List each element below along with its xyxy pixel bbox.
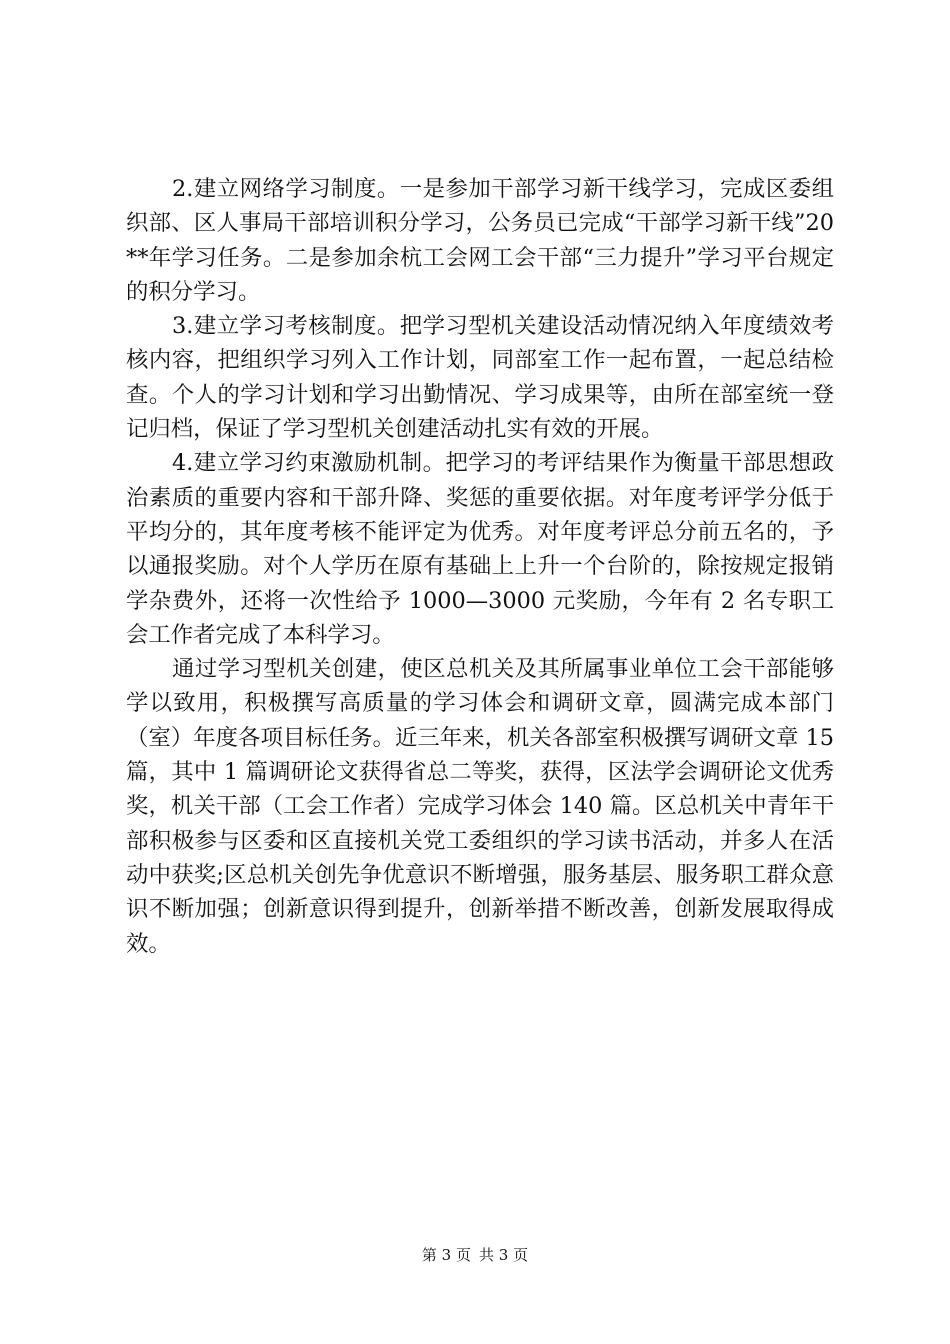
paragraph-incentive-mechanism: 4.建立学习约束激励机制。把学习的考评结果作为衡量干部思想政治素质的重要内容和干部升降、奖惩的重要依据。对年度考评学分低于平均分的，其年度考核不能评定为优秀。对年度考评总分前五名的，予以通报奖励。对个人学历在原有基础上上升一个台阶的，除按规定报销学杂费外，还将一次性给予 1000—3000 元奖励，今年有 2 名专职工会工作者完成了本科学习。: [126, 450, 834, 648]
page-number-total: 共 3 页: [479, 1246, 529, 1264]
paragraph-summary: 通过学习型机关创建，使区总机关及其所属事业单位工会干部能够学以致用，积极撰写高质量的学习体会和调研文章，圆满完成本部门（室）年度各项目标任务。近三年来，机关各部室积极撰写调研文章 15 篇，其中 1 篇调研论文获得省总二等奖，获得，区法学会调研论文优秀奖，机关干部（工会工作者）完成学习体会 140 篇。区总机关中青年干部积极参与区委和区直接机关党工委组织的学习读书活动，并多人在活动中获奖;区总机关创先争优意识不断增强，服务基层、服务职工群众意识不断加强；创新意识得到提升，创新举措不断改善，创新发展取得成效。: [126, 656, 834, 957]
page-number-current: 第 3 页: [421, 1246, 471, 1264]
paragraph-study-assessment: 3.建立学习考核制度。把学习型机关建设活动情况纳入年度绩效考核内容，把组织学习列入工作计划，同部室工作一起布置，一起总结检查。个人的学习计划和学习出勤情况、学习成果等，由所在部室统一登记归档，保证了学习型机关创建活动扎实有效的开展。: [126, 313, 834, 443]
page-footer: [0, 1245, 950, 1265]
document-body: [126, 172, 834, 961]
paragraph-network-study: 2.建立网络学习制度。一是参加干部学习新干线学习，完成区委组织部、区人事局干部培训积分学习，公务员已完成“干部学习新干线”20**年学习任务。二是参加余杭工会网工会干部“三力提升”学习平台规定的积分学习。: [126, 176, 834, 305]
